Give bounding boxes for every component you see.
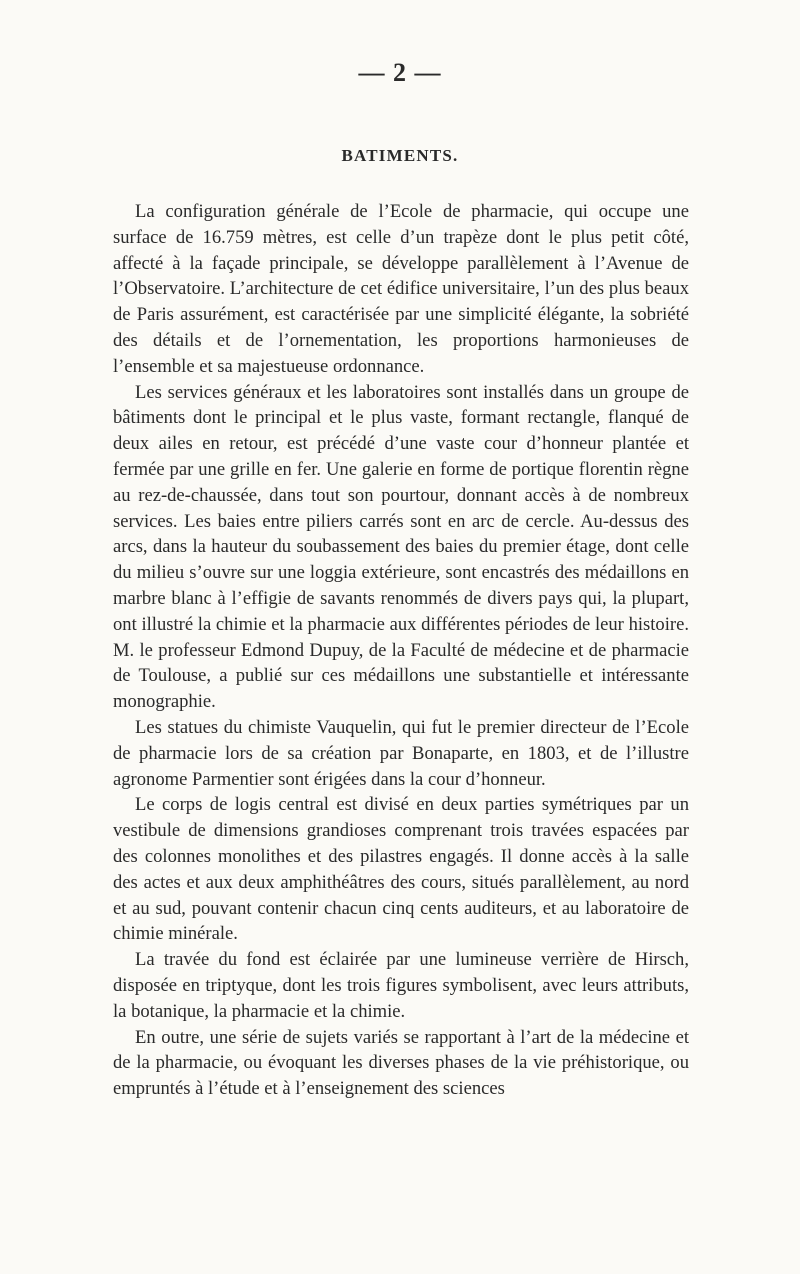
paragraph-corps-de-logis: Le corps de logis central est divisé en deux parties symétriques par un vestibule de dimensions grandioses comprenant trois travées espacées par des colonnes monolithes et des pilastres engagés. Il donne accès à la salle des actes et aux deux amphithéâtres des cours, situés parallèlement, au nord et au sud, pouvant contenir chacun cinq cents auditeurs, et au laboratoire de chimie minérale. [113, 794, 689, 945]
paragraph-statues: Les statues du chimiste Vauquelin, qui fut le premier directeur de l’Ecole de pharmacie lors de sa création par Bonaparte, en 1803, et de l’illustre agronome Parmentier sont érigées dans la cour d’honneur. [113, 716, 689, 790]
page-number: — 2 — [358, 58, 442, 87]
paragraph-serie-sujets: En outre, une série de sujets variés se rapportant à l’art de la médecine et de la pharmacie, ou évoquant les diverses phases de la vie préhistorique, ou empruntés à l’étude et à l’enseignement des sciences [113, 1026, 689, 1100]
paragraph-services: Les services généraux et les laboratoires sont installés dans un groupe de bâtiments dont le principal et le plus vaste, formant rectangle, flanqué de deux ailes en retour, est précédé d’une vaste cour d’honneur plantée et fermée par une grille en fer. Une galerie en forme de portique florentin règne au rez-de-chaussée, dans tout son pourtour, donnant accès à de nombreux services. Les baies entre piliers carrés sont en arc de cercle. Au-dessus des arcs, dans la hauteur du soubassement des baies du premier étage, dont celle du milieu s’ouvre sur une loggia extérieure, sont encastrés des médaillons en marbre blanc à l’effigie de savants renommés de divers pays qui, la plupart, ont illustré la chimie et la pharmacie aux différentes périodes de leur histoire. M. le professeur Edmond Dupuy, de la Faculté de médecine et de pharmacie de Toulouse, a publié sur ces médaillons une substantielle et intéressante monographie. [113, 381, 689, 713]
body-text [113, 199, 689, 1102]
paragraph-travee: La travée du fond est éclairée par une lumineuse verrière de Hirsch, disposée en triptyque, dont les trois figures symbolisent, avec leurs attributs, la botanique, la pharmacie et la chimie. [113, 949, 689, 1022]
paragraph-configuration: La configuration générale de l’Ecole de pharmacie, qui occupe une surface de 16.759 mètres, est celle d’un trapèze dont le plus petit côté, affecté à la façade principale, se développe parallèlement à l’Avenue de l’Observatoire. L’architecture de cet édifice universitaire, l’un des plus beaux de Paris assurément, est caractérisée par une simplicité élégante, la sobriété des détails et de l’ornementation, les proportions harmonieuses de l’ensemble et sa majestueuse ordonnance. [113, 201, 689, 377]
section-title: BATIMENTS. [341, 146, 459, 165]
